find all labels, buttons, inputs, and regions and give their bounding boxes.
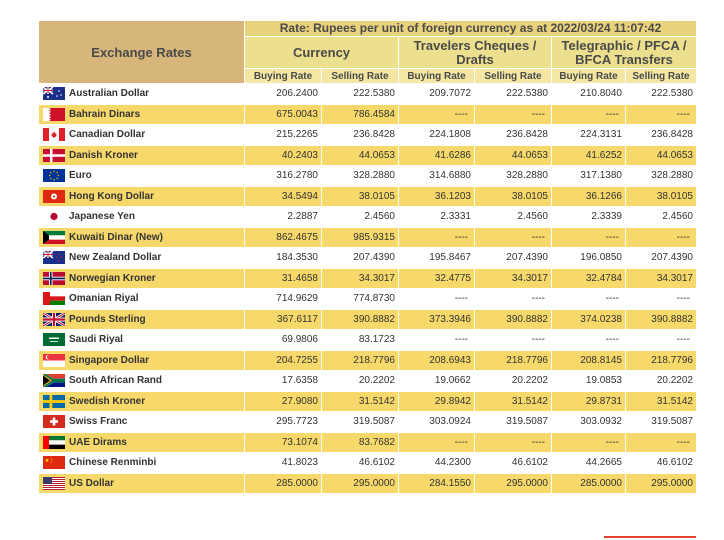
buying-rate-cell: 69.9806	[245, 330, 321, 350]
currency-name: Canadian Dollar	[69, 129, 146, 141]
buying-rate-cell: 209.7072	[399, 84, 474, 104]
selling-rate-cell: 46.6102	[626, 453, 696, 473]
buying-rate-cell: 34.5494	[245, 187, 321, 207]
buying-rate-cell: 303.0932	[552, 412, 625, 432]
selling-rate-cell: 38.0105	[626, 187, 696, 207]
currency-name-cell	[39, 105, 244, 125]
currency-name: Bahrain Dinars	[69, 108, 141, 120]
selling-rate-cell: ----	[475, 289, 551, 309]
selling-rate-cell: 319.5087	[626, 412, 696, 432]
buying-rate-cell: 29.8942	[399, 392, 474, 412]
currency-name: New Zealand Dollar	[69, 252, 162, 264]
currency-name-cell	[39, 433, 244, 453]
currency-name-cell	[39, 474, 244, 494]
buying-rate-cell: 41.8023	[245, 453, 321, 473]
currency-name: Euro	[69, 170, 92, 182]
selling-rate-cell: 83.7682	[322, 433, 398, 453]
currency-name-cell	[39, 330, 244, 350]
currency-name-cell	[39, 146, 244, 166]
selling-rate-cell: 328.2880	[475, 166, 551, 186]
currency-name-cell	[39, 310, 244, 330]
table-row	[39, 105, 696, 125]
selling-rate-cell: ----	[626, 228, 696, 248]
buying-rate-cell: 2.3331	[399, 207, 474, 227]
buying-rate-cell: 316.2780	[245, 166, 321, 186]
currency-name-cell	[39, 351, 244, 371]
buying-rate-cell: 36.1203	[399, 187, 474, 207]
table-row	[39, 474, 696, 494]
buying-rate-cell: ----	[552, 105, 625, 125]
currency-name-cell	[39, 166, 244, 186]
buying-rate-cell: 44.2300	[399, 453, 474, 473]
om-flag-icon	[43, 292, 65, 305]
buying-rate-cell: 41.6252	[552, 146, 625, 166]
selling-rate-cell: 786.4584	[322, 105, 398, 125]
buying-rate-cell: 206.2400	[245, 84, 321, 104]
buying-rate-cell: 19.0662	[399, 371, 474, 391]
table-row	[39, 351, 696, 371]
currency-name: Singapore Dollar	[69, 354, 150, 366]
buying-rate-cell: 224.3131	[552, 125, 625, 145]
eu-flag-icon	[43, 169, 65, 182]
cn-flag-icon	[43, 456, 65, 469]
selling-rate-cell: 222.5380	[475, 84, 551, 104]
no-flag-icon	[43, 272, 65, 285]
selling-rate-cell: 20.2202	[626, 371, 696, 391]
selling-rate-cell: 319.5087	[475, 412, 551, 432]
nz-flag-icon	[43, 251, 65, 264]
selling-rate-cell: 2.4560	[475, 207, 551, 227]
buying-rate-cell: 215.2265	[245, 125, 321, 145]
currency-name-cell	[39, 453, 244, 473]
decorative-line	[604, 536, 696, 538]
buying-rate-cell: 195.8467	[399, 248, 474, 268]
selling-rate-cell: ----	[626, 105, 696, 125]
selling-rate-cell: 34.3017	[475, 269, 551, 289]
col-buying: Buying Rate	[399, 69, 474, 83]
selling-rate-cell: 328.2880	[626, 166, 696, 186]
selling-rate-cell: 319.5087	[322, 412, 398, 432]
buying-rate-cell: 40.2403	[245, 146, 321, 166]
currency-name: Hong Kong Dollar	[69, 190, 154, 202]
table-row	[39, 166, 696, 186]
hk-flag-icon	[43, 190, 65, 203]
selling-rate-cell: 2.4560	[626, 207, 696, 227]
buying-rate-cell: 31.4658	[245, 269, 321, 289]
bh-flag-icon	[43, 108, 65, 121]
selling-rate-cell: 46.6102	[475, 453, 551, 473]
selling-rate-cell: 218.7796	[626, 351, 696, 371]
selling-rate-cell: ----	[475, 228, 551, 248]
selling-rate-cell: 390.8882	[322, 310, 398, 330]
selling-rate-cell: 44.0653	[322, 146, 398, 166]
buying-rate-cell: 32.4784	[552, 269, 625, 289]
selling-rate-cell: 207.4390	[475, 248, 551, 268]
buying-rate-cell: 285.0000	[552, 474, 625, 494]
buying-rate-cell: 29.8731	[552, 392, 625, 412]
table-row	[39, 228, 696, 248]
sa-flag-icon	[43, 333, 65, 346]
buying-rate-cell: 317.1380	[552, 166, 625, 186]
exchange-rates-panel	[38, 20, 694, 494]
selling-rate-cell: 44.0653	[626, 146, 696, 166]
selling-rate-cell: 83.1723	[322, 330, 398, 350]
kw-flag-icon	[43, 231, 65, 244]
gb-flag-icon	[43, 313, 65, 326]
selling-rate-cell: 222.5380	[322, 84, 398, 104]
buying-rate-cell: 184.3530	[245, 248, 321, 268]
au-flag-icon	[43, 87, 65, 100]
buying-rate-cell: 27.9080	[245, 392, 321, 412]
buying-rate-cell: 204.7255	[245, 351, 321, 371]
currency-name: Japanese Yen	[69, 211, 135, 223]
selling-rate-cell: 207.4390	[322, 248, 398, 268]
buying-rate-cell: ----	[552, 433, 625, 453]
sg-flag-icon	[43, 354, 65, 367]
selling-rate-cell: 31.5142	[626, 392, 696, 412]
selling-rate-cell: 295.0000	[626, 474, 696, 494]
table-row	[39, 146, 696, 166]
buying-rate-cell: 2.2887	[245, 207, 321, 227]
currency-name-cell	[39, 248, 244, 268]
buying-rate-cell: ----	[399, 105, 474, 125]
selling-rate-cell: ----	[475, 105, 551, 125]
dk-flag-icon	[43, 149, 65, 162]
buying-rate-cell: 2.3339	[552, 207, 625, 227]
currency-name-cell	[39, 228, 244, 248]
selling-rate-cell: 20.2202	[322, 371, 398, 391]
col-selling: Selling Rate	[322, 69, 398, 83]
table-row	[39, 433, 696, 453]
table-row	[39, 187, 696, 207]
currency-name: Omanian Riyal	[69, 293, 139, 305]
buying-rate-cell: ----	[552, 330, 625, 350]
col-buying: Buying Rate	[552, 69, 625, 83]
currency-name-cell	[39, 371, 244, 391]
group-travelers-cheques: Travelers Cheques / Drafts	[399, 37, 551, 68]
selling-rate-cell: 34.3017	[322, 269, 398, 289]
selling-rate-cell: ----	[475, 433, 551, 453]
buying-rate-cell: 17.6358	[245, 371, 321, 391]
selling-rate-cell: 236.8428	[626, 125, 696, 145]
selling-rate-cell: 38.0105	[322, 187, 398, 207]
ch-flag-icon	[43, 415, 65, 428]
currency-name: Chinese Renminbi	[69, 457, 157, 469]
currency-name: Pounds Sterling	[69, 313, 146, 325]
currency-name-cell	[39, 392, 244, 412]
buying-rate-cell: 374.0238	[552, 310, 625, 330]
selling-rate-cell: 222.5380	[626, 84, 696, 104]
buying-rate-cell: 224.1808	[399, 125, 474, 145]
currency-name: Saudi Riyal	[69, 334, 123, 346]
selling-rate-cell: ----	[626, 330, 696, 350]
buying-rate-cell: 285.0000	[245, 474, 321, 494]
buying-rate-cell: 32.4775	[399, 269, 474, 289]
selling-rate-cell: 236.8428	[475, 125, 551, 145]
selling-rate-cell: 218.7796	[475, 351, 551, 371]
currency-name-cell	[39, 269, 244, 289]
exchange-rates-table	[38, 20, 697, 494]
currency-name-cell	[39, 207, 244, 227]
currency-name: Danish Kroner	[69, 149, 138, 161]
buying-rate-cell: 284.1550	[399, 474, 474, 494]
table-row	[39, 330, 696, 350]
buying-rate-cell: 208.8145	[552, 351, 625, 371]
table-row	[39, 84, 696, 104]
buying-rate-cell: 862.4675	[245, 228, 321, 248]
selling-rate-cell: 218.7796	[322, 351, 398, 371]
buying-rate-cell: ----	[399, 330, 474, 350]
za-flag-icon	[43, 374, 65, 387]
selling-rate-cell: ----	[475, 330, 551, 350]
ca-flag-icon	[43, 128, 65, 141]
buying-rate-cell: 210.8040	[552, 84, 625, 104]
currency-name-cell	[39, 412, 244, 432]
currency-name: Norwegian Kroner	[69, 272, 156, 284]
buying-rate-cell: ----	[399, 289, 474, 309]
table-row	[39, 207, 696, 227]
table-row	[39, 125, 696, 145]
currency-name: Kuwaiti Dinar (New)	[69, 231, 163, 243]
selling-rate-cell: ----	[626, 433, 696, 453]
selling-rate-cell: 295.0000	[475, 474, 551, 494]
table-row	[39, 412, 696, 432]
buying-rate-cell: 303.0924	[399, 412, 474, 432]
selling-rate-cell: 2.4560	[322, 207, 398, 227]
selling-rate-cell: 46.6102	[322, 453, 398, 473]
col-buying: Buying Rate	[245, 69, 321, 83]
table-row	[39, 453, 696, 473]
currency-name-cell	[39, 187, 244, 207]
buying-rate-cell: 73.1074	[245, 433, 321, 453]
buying-rate-cell: 41.6286	[399, 146, 474, 166]
buying-rate-cell: ----	[552, 228, 625, 248]
selling-rate-cell: 236.8428	[322, 125, 398, 145]
buying-rate-cell: 295.7723	[245, 412, 321, 432]
currency-name-cell	[39, 84, 244, 104]
buying-rate-cell: 19.0853	[552, 371, 625, 391]
currency-name: US Dollar	[69, 477, 115, 489]
table-title: Exchange Rates	[39, 21, 244, 83]
buying-rate-cell: 44.2665	[552, 453, 625, 473]
table-row	[39, 248, 696, 268]
buying-rate-cell: 367.6117	[245, 310, 321, 330]
selling-rate-cell: 390.8882	[626, 310, 696, 330]
buying-rate-cell: ----	[552, 289, 625, 309]
buying-rate-cell: ----	[399, 433, 474, 453]
rate-note: Rate: Rupees per unit of foreign currency as at 2022/03/24 11:07:42	[245, 21, 696, 36]
group-telegraphic-transfers: Telegraphic / PFCA / BFCA Transfers	[552, 37, 696, 68]
selling-rate-cell: 31.5142	[475, 392, 551, 412]
selling-rate-cell: 985.9315	[322, 228, 398, 248]
buying-rate-cell: 196.0850	[552, 248, 625, 268]
jp-flag-icon	[43, 210, 65, 223]
selling-rate-cell: 44.0653	[475, 146, 551, 166]
selling-rate-cell: 38.0105	[475, 187, 551, 207]
buying-rate-cell: 314.6880	[399, 166, 474, 186]
buying-rate-cell: 714.9629	[245, 289, 321, 309]
ae-flag-icon	[43, 436, 65, 449]
buying-rate-cell: 675.0043	[245, 105, 321, 125]
currency-name-cell	[39, 289, 244, 309]
table-row	[39, 269, 696, 289]
selling-rate-cell: ----	[626, 289, 696, 309]
table-row	[39, 289, 696, 309]
buying-rate-cell: 373.3946	[399, 310, 474, 330]
table-row	[39, 392, 696, 412]
col-selling: Selling Rate	[475, 69, 551, 83]
buying-rate-cell: 208.6943	[399, 351, 474, 371]
selling-rate-cell: 295.0000	[322, 474, 398, 494]
selling-rate-cell: 774.8730	[322, 289, 398, 309]
table-row	[39, 371, 696, 391]
selling-rate-cell: 31.5142	[322, 392, 398, 412]
buying-rate-cell: 36.1266	[552, 187, 625, 207]
currency-name: Swedish Kroner	[69, 395, 146, 407]
buying-rate-cell: ----	[399, 228, 474, 248]
selling-rate-cell: 328.2880	[322, 166, 398, 186]
selling-rate-cell: 34.3017	[626, 269, 696, 289]
currency-name: Swiss Franc	[69, 416, 128, 428]
group-currency: Currency	[245, 37, 398, 68]
currency-name-cell	[39, 125, 244, 145]
selling-rate-cell: 390.8882	[475, 310, 551, 330]
se-flag-icon	[43, 395, 65, 408]
table-row	[39, 310, 696, 330]
col-selling: Selling Rate	[626, 69, 696, 83]
selling-rate-cell: 20.2202	[475, 371, 551, 391]
us-flag-icon	[43, 477, 65, 490]
selling-rate-cell: 207.4390	[626, 248, 696, 268]
currency-name: UAE Dirams	[69, 436, 127, 448]
currency-name: South African Rand	[69, 375, 162, 387]
currency-name: Australian Dollar	[69, 88, 150, 100]
